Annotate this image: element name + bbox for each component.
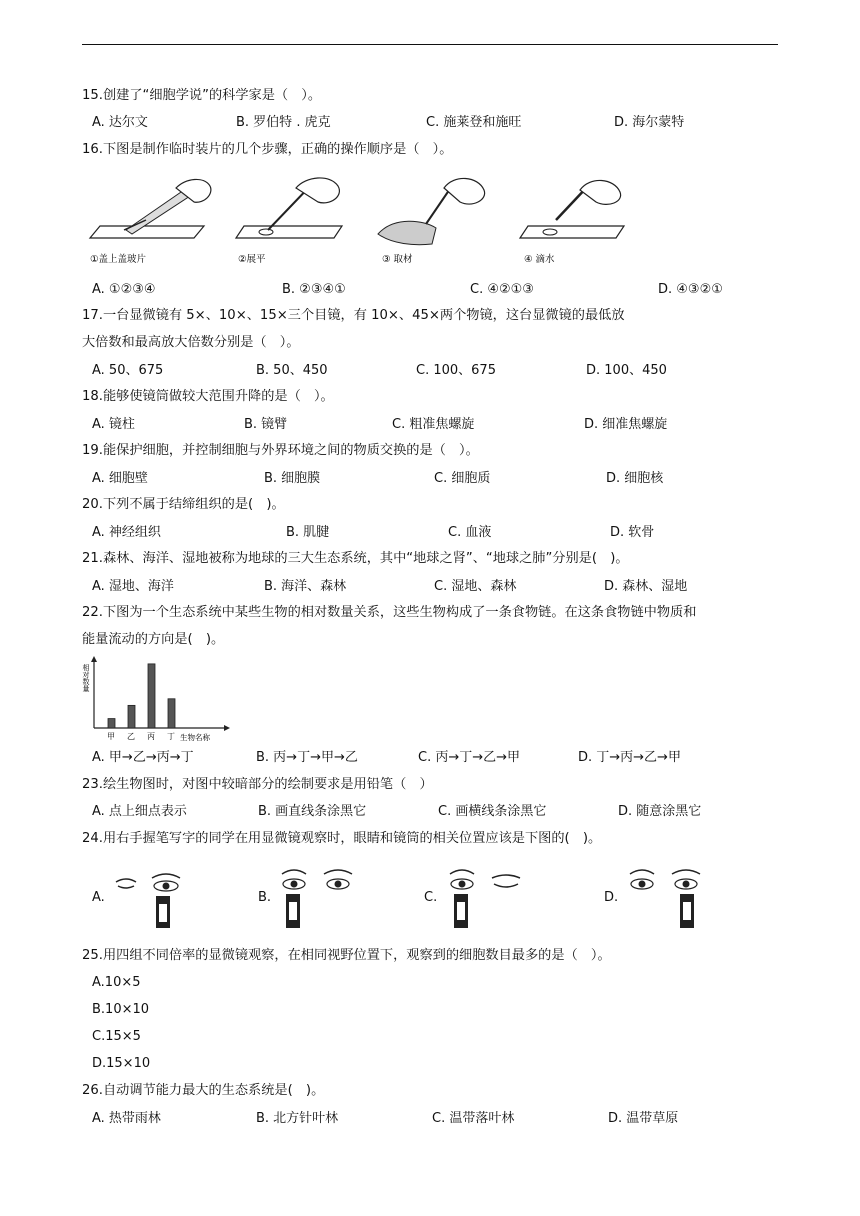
q19-option-d[interactable]: D. 细胞核 [606,471,664,486]
q17-option-c[interactable]: C. 100、675 [416,363,496,378]
q20-option-b[interactable]: B. 肌腱 [286,525,330,540]
q19-option-b[interactable]: B. 细胞膜 [264,471,321,486]
q19-option-a[interactable]: A. 细胞壁 [92,471,148,486]
question-22-line2: 能量流动的方向是( )。 [82,632,225,647]
q24-option-c[interactable]: C. [424,890,438,905]
q18-option-d[interactable]: D. 细准焦螺旋 [584,417,668,432]
figure-caption-4: ④ 滴水 [524,254,555,265]
q18-option-a[interactable]: A. 镜柱 [92,417,135,432]
slide-step-flatten-figure [234,168,354,268]
q18-option-c[interactable]: C. 粗准焦螺旋 [392,417,475,432]
question-20: 20.下列不属于结缔组织的是( )。 [82,497,285,512]
q23-option-d[interactable]: D. 随意涂黑它 [618,804,702,819]
question-15: 15.创建了“细胞学说”的科学家是（ ）。 [82,88,322,103]
q21-option-c[interactable]: C. 湿地、森林 [434,579,517,594]
header-rule [82,44,778,45]
question-22: 22.下图为一个生态系统中某些生物的相对数量关系，这些生物构成了一条食物链。在这条食物链中物质和 [82,605,697,620]
question-24: 24.用右手握笔写字的同学在用显微镜观察时，眼睛和镜筒的相关位置应该是下图的( )。 [82,831,602,846]
slide-step-cover-figure [86,168,216,268]
q18-option-b[interactable]: B. 镜臂 [244,417,288,432]
category-label-1: 乙 [127,732,135,741]
bar-3 [168,699,175,728]
q19-option-c[interactable]: C. 细胞质 [434,471,491,486]
q24-option-a[interactable]: A. [92,890,105,905]
q26-option-c[interactable]: C. 温带落叶林 [432,1111,515,1126]
q15-option-c[interactable]: C. 施莱登和施旺 [426,115,522,130]
q16-option-d[interactable]: D. ④③②① [658,282,723,297]
q25-option-c[interactable]: C.15×5 [92,1029,141,1044]
question-23: 23.绘生物图时，对图中较暗部分的绘制要求是用铅笔（ ） [82,777,433,792]
question-26: 26.自动调节能力最大的生态系统是( )。 [82,1083,325,1098]
question-21: 21.森林、海洋、湿地被称为地球的三大生态系统，其中“地球之肾”、“地球之肺”分别是( )。 [82,551,629,566]
q17-option-b[interactable]: B. 50、450 [256,363,328,378]
q20-option-d[interactable]: D. 软骨 [610,525,655,540]
q22-option-d[interactable]: D. 丁→丙→乙→甲 [578,750,681,765]
q15-option-a[interactable]: A. 达尔文 [92,115,148,130]
q15-option-b[interactable]: B. 罗伯特 . 虎克 [236,115,331,130]
q23-option-a[interactable]: A. 点上细点表示 [92,804,187,819]
x-axis-label: 生物名称 [180,733,210,742]
q26-option-a[interactable]: A. 热带雨林 [92,1111,161,1126]
q26-option-d[interactable]: D. 温带草原 [608,1111,679,1126]
question-25: 25.用四组不同倍率的显微镜观察，在相同视野位置下，观察到的细胞数目最多的是（ ）。 [82,948,611,963]
q20-option-c[interactable]: C. 血液 [448,525,492,540]
q16-option-a[interactable]: A. ①②③④ [92,282,156,297]
q24-option-d[interactable]: D. [604,890,619,905]
q21-option-b[interactable]: B. 海洋、森林 [264,579,347,594]
figure-caption-3: ③ 取材 [382,254,413,265]
eye-figure-a [112,866,188,928]
q25-option-d[interactable]: D.15×10 [92,1056,151,1071]
question-17: 17.一台显微镜有 5×、10×、15×三个目镜，有 10×、45×两个物镜，这台显微镜的最低放 [82,308,625,323]
figure-caption-2: ②展平 [238,254,266,265]
figure-caption-1: ①盖上盖玻片 [90,254,147,265]
q17-option-a[interactable]: A. 50、675 [92,363,164,378]
q23-option-c[interactable]: C. 画横线条涂黑它 [438,804,547,819]
q25-option-a[interactable]: A.10×5 [92,975,141,990]
q17-option-d[interactable]: D. 100、450 [586,363,667,378]
q16-option-c[interactable]: C. ④②①③ [470,282,534,297]
eye-figure-d [624,862,708,928]
slide-step-take-material-figure [374,168,494,268]
relative-quantity-bar-chart [80,654,232,744]
eye-figure-c [444,862,528,928]
q20-option-a[interactable]: A. 神经组织 [92,525,161,540]
bar-2 [148,664,155,728]
q22-option-a[interactable]: A. 甲→乙→丙→丁 [92,750,194,765]
q15-option-d[interactable]: D. 海尔蒙特 [614,115,685,130]
category-label-3: 丁 [167,732,175,741]
q24-option-b[interactable]: B. [258,890,272,905]
q21-option-d[interactable]: D. 森林、湿地 [604,579,688,594]
question-19: 19.能保护细胞，并控制细胞与外界环境之间的物质交换的是（ ）。 [82,443,479,458]
q22-option-c[interactable]: C. 丙→丁→乙→甲 [418,750,521,765]
category-label-0: 甲 [107,732,115,741]
q23-option-b[interactable]: B. 画直线条涂黑它 [258,804,367,819]
category-label-2: 丙 [147,732,155,741]
q25-option-b[interactable]: B.10×10 [92,1002,150,1017]
q22-option-b[interactable]: B. 丙→丁→甲→乙 [256,750,358,765]
question-18: 18.能够使镜筒做较大范围升降的是（ ）。 [82,389,334,404]
q26-option-b[interactable]: B. 北方针叶林 [256,1111,339,1126]
question-16: 16.下图是制作临时装片的几个步骤，正确的操作顺序是（ ）。 [82,142,453,157]
q16-option-b[interactable]: B. ②③④① [282,282,346,297]
q21-option-a[interactable]: A. 湿地、海洋 [92,579,174,594]
slide-step-drip-water-figure [516,168,636,268]
y-axis-label: 相对数量 [82,664,90,692]
bar-0 [108,719,115,728]
y-axis-arrow [91,656,97,662]
eye-figure-b [276,862,360,928]
x-axis-arrow [224,725,230,731]
question-17-line2: 大倍数和最高放大倍数分别是（ ）。 [82,335,300,350]
bar-1 [128,705,135,728]
